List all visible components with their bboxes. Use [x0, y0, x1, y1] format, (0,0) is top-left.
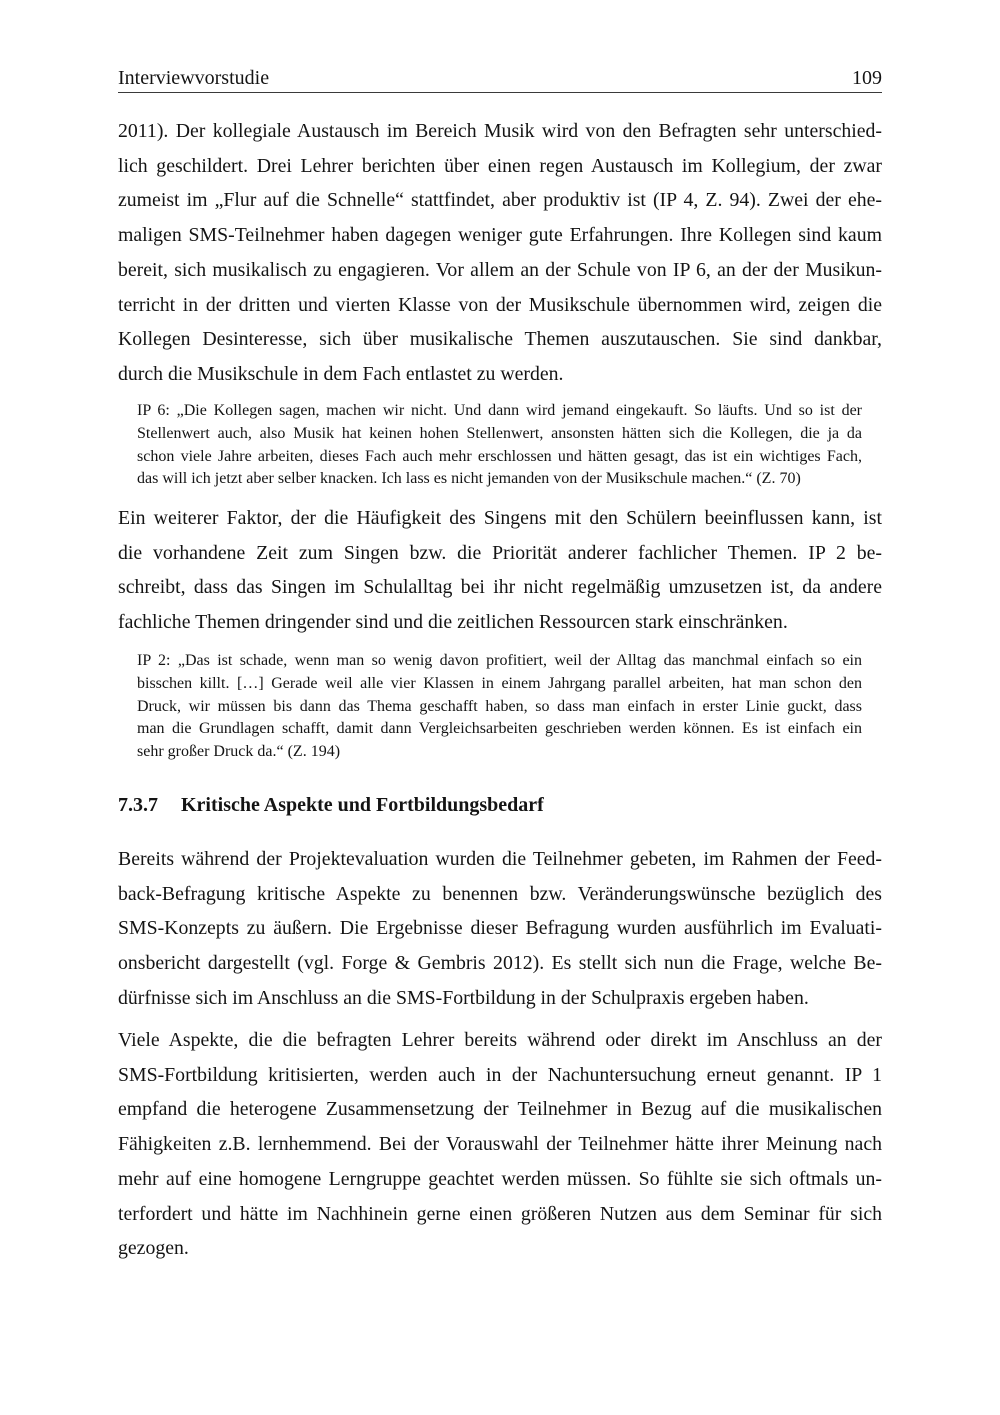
quote-line: man die Grundlagen schafft, damit dann Vergleichsarbeiten geschrieben werden können. Es ist einfach ein — [137, 720, 862, 738]
text-line: 2011). Der kollegiale Austausch im Bereich Musik wird von den Befragten sehr unterschied- — [118, 120, 882, 142]
quote-line: schon viele Jahre arbeiten, dieses Fach auch mehr erschlossen und hätten gesagt, das ist ein wichtiges Fach, — [137, 447, 862, 465]
text-line: Fähigkeiten z.B. lernhemmend. Bei der Vorauswahl der Teilnehmer hätte ihrer Meinung nach — [118, 1133, 882, 1156]
text-line: die vorhandene Zeit zum Singen bzw. die Priorität anderer fachlicher Themen. IP 2 be- — [118, 541, 882, 564]
text-line: zumeist im „Flur auf die Schnelle“ stattfindet, aber produktiv ist (IP 4, Z. 94). Zwei der ehe- — [118, 189, 882, 212]
text-line: Viele Aspekte, die die befragten Lehrer bereits während oder direkt im Anschluss an der — [118, 1029, 882, 1051]
quote-line: Stellenwert auch, also Musik hat keinen hohen Stellenwert, ansonsten hätten sich die Kollegen, die ja da — [137, 424, 862, 442]
text-line: empfand die heterogene Zusammensetzung der Teilnehmer in Bezug auf die musikalischen — [118, 1098, 882, 1121]
block-quote — [137, 400, 862, 491]
quote-line: das will ich jetzt aber selber knacken. Ich lass es nicht jemanden von der Musikschule machen.“ (Z. 70) — [137, 470, 801, 488]
paragraph — [118, 842, 882, 1016]
text-line: fachliche Themen dringender sind und die zeitlichen Ressourcen stark einschränken. — [118, 611, 788, 634]
quote-line: IP 6: „Die Kollegen sagen, machen wir nicht. Und dann wird jemand eingekauft. So läufts. Und so ist der — [137, 402, 862, 419]
text-line: gezogen. — [118, 1237, 189, 1260]
text-line: lich geschildert. Drei Lehrer berichten über einen regen Austausch im Kollegium, der zwar — [118, 154, 882, 177]
paragraph — [118, 114, 882, 392]
quote-line: IP 2: „Das ist schade, wenn man so wenig davon profitiert, weil der Alltag das manchmal einfach so ein — [137, 652, 862, 669]
block-quote — [137, 650, 862, 764]
section-heading — [118, 790, 882, 820]
quote-line: sehr großer Druck da.“ (Z. 194) — [137, 743, 341, 761]
quote-line: Druck, wir müssen bis dann das Thema geschafft haben, so dass man einfach in erster Linie guckt, dass — [137, 697, 862, 715]
page-number: 109 — [852, 67, 882, 89]
text-line: terfordert und hätte im Nachhinein gerne einen größeren Nutzen aus dem Seminar für sich — [118, 1202, 882, 1225]
text-line: SMS-Konzepts zu äußern. Die Ergebnisse dieser Befragung wurden ausführlich im Evaluati- — [118, 917, 882, 940]
section-title: Kritische Aspekte und Fortbildungsbedarf — [181, 794, 544, 816]
text-line: maligen SMS-Teilnehmer haben dagegen weniger gute Erfahrungen. Ihre Kollegen sind kaum — [118, 224, 882, 247]
text-line: terricht in der dritten und vierten Klasse von der Musikschule übernommen wird, zeigen die — [118, 293, 882, 316]
text-line: dürfnisse sich im Anschluss an die SMS-Fortbildung in der Schulpraxis ergeben haben. — [118, 986, 809, 1009]
text-line: durch die Musikschule in dem Fach entlastet zu werden. — [118, 362, 564, 385]
text-line: Kollegen Desinteresse, sich über musikalische Themen auszutauschen. Sie sind dankbar, — [118, 328, 882, 351]
text-line: Ein weiterer Faktor, der die Häufigkeit des Singens mit den Schülern beeinflussen kann, ist — [118, 507, 882, 529]
text-line: SMS-Fortbildung kritisierten, werden auch in der Nachuntersuchung erneut genannt. IP 1 — [118, 1063, 882, 1086]
paragraph — [118, 501, 882, 640]
header-rule — [118, 92, 882, 93]
text-line: mehr auf eine homogene Lerngruppe geachtet werden müssen. So fühlte sie sich oftmals un- — [118, 1167, 882, 1190]
quote-line: bisschen killt. […] Gerade weil alle vier Klassen in einem Jahrgang parallel arbeiten, hat man schon den — [137, 674, 862, 692]
running-header-title: Interviewvorstudie — [118, 67, 270, 89]
section-number: 7.3.7 — [118, 794, 158, 816]
text-line: back-Befragung kritische Aspekte zu benennen bzw. Veränderungswünsche bezüglich des — [118, 882, 882, 905]
text-line: onsbericht dargestellt (vgl. Forge & Gembris 2012). Es stellt sich nun die Frage, welche Be- — [118, 952, 882, 975]
text-line: schreibt, dass das Singen im Schulalltag bei ihr nicht regelmäßig umzusetzen ist, da andere — [118, 576, 882, 599]
text-line: bereit, sich musikalisch zu engagieren. Vor allem an der Schule von IP 6, an der der Musikun- — [118, 258, 882, 281]
paragraph — [118, 1023, 882, 1266]
text-line: Bereits während der Projektevaluation wurden die Teilnehmer gebeten, im Rahmen der Feed- — [118, 848, 882, 870]
